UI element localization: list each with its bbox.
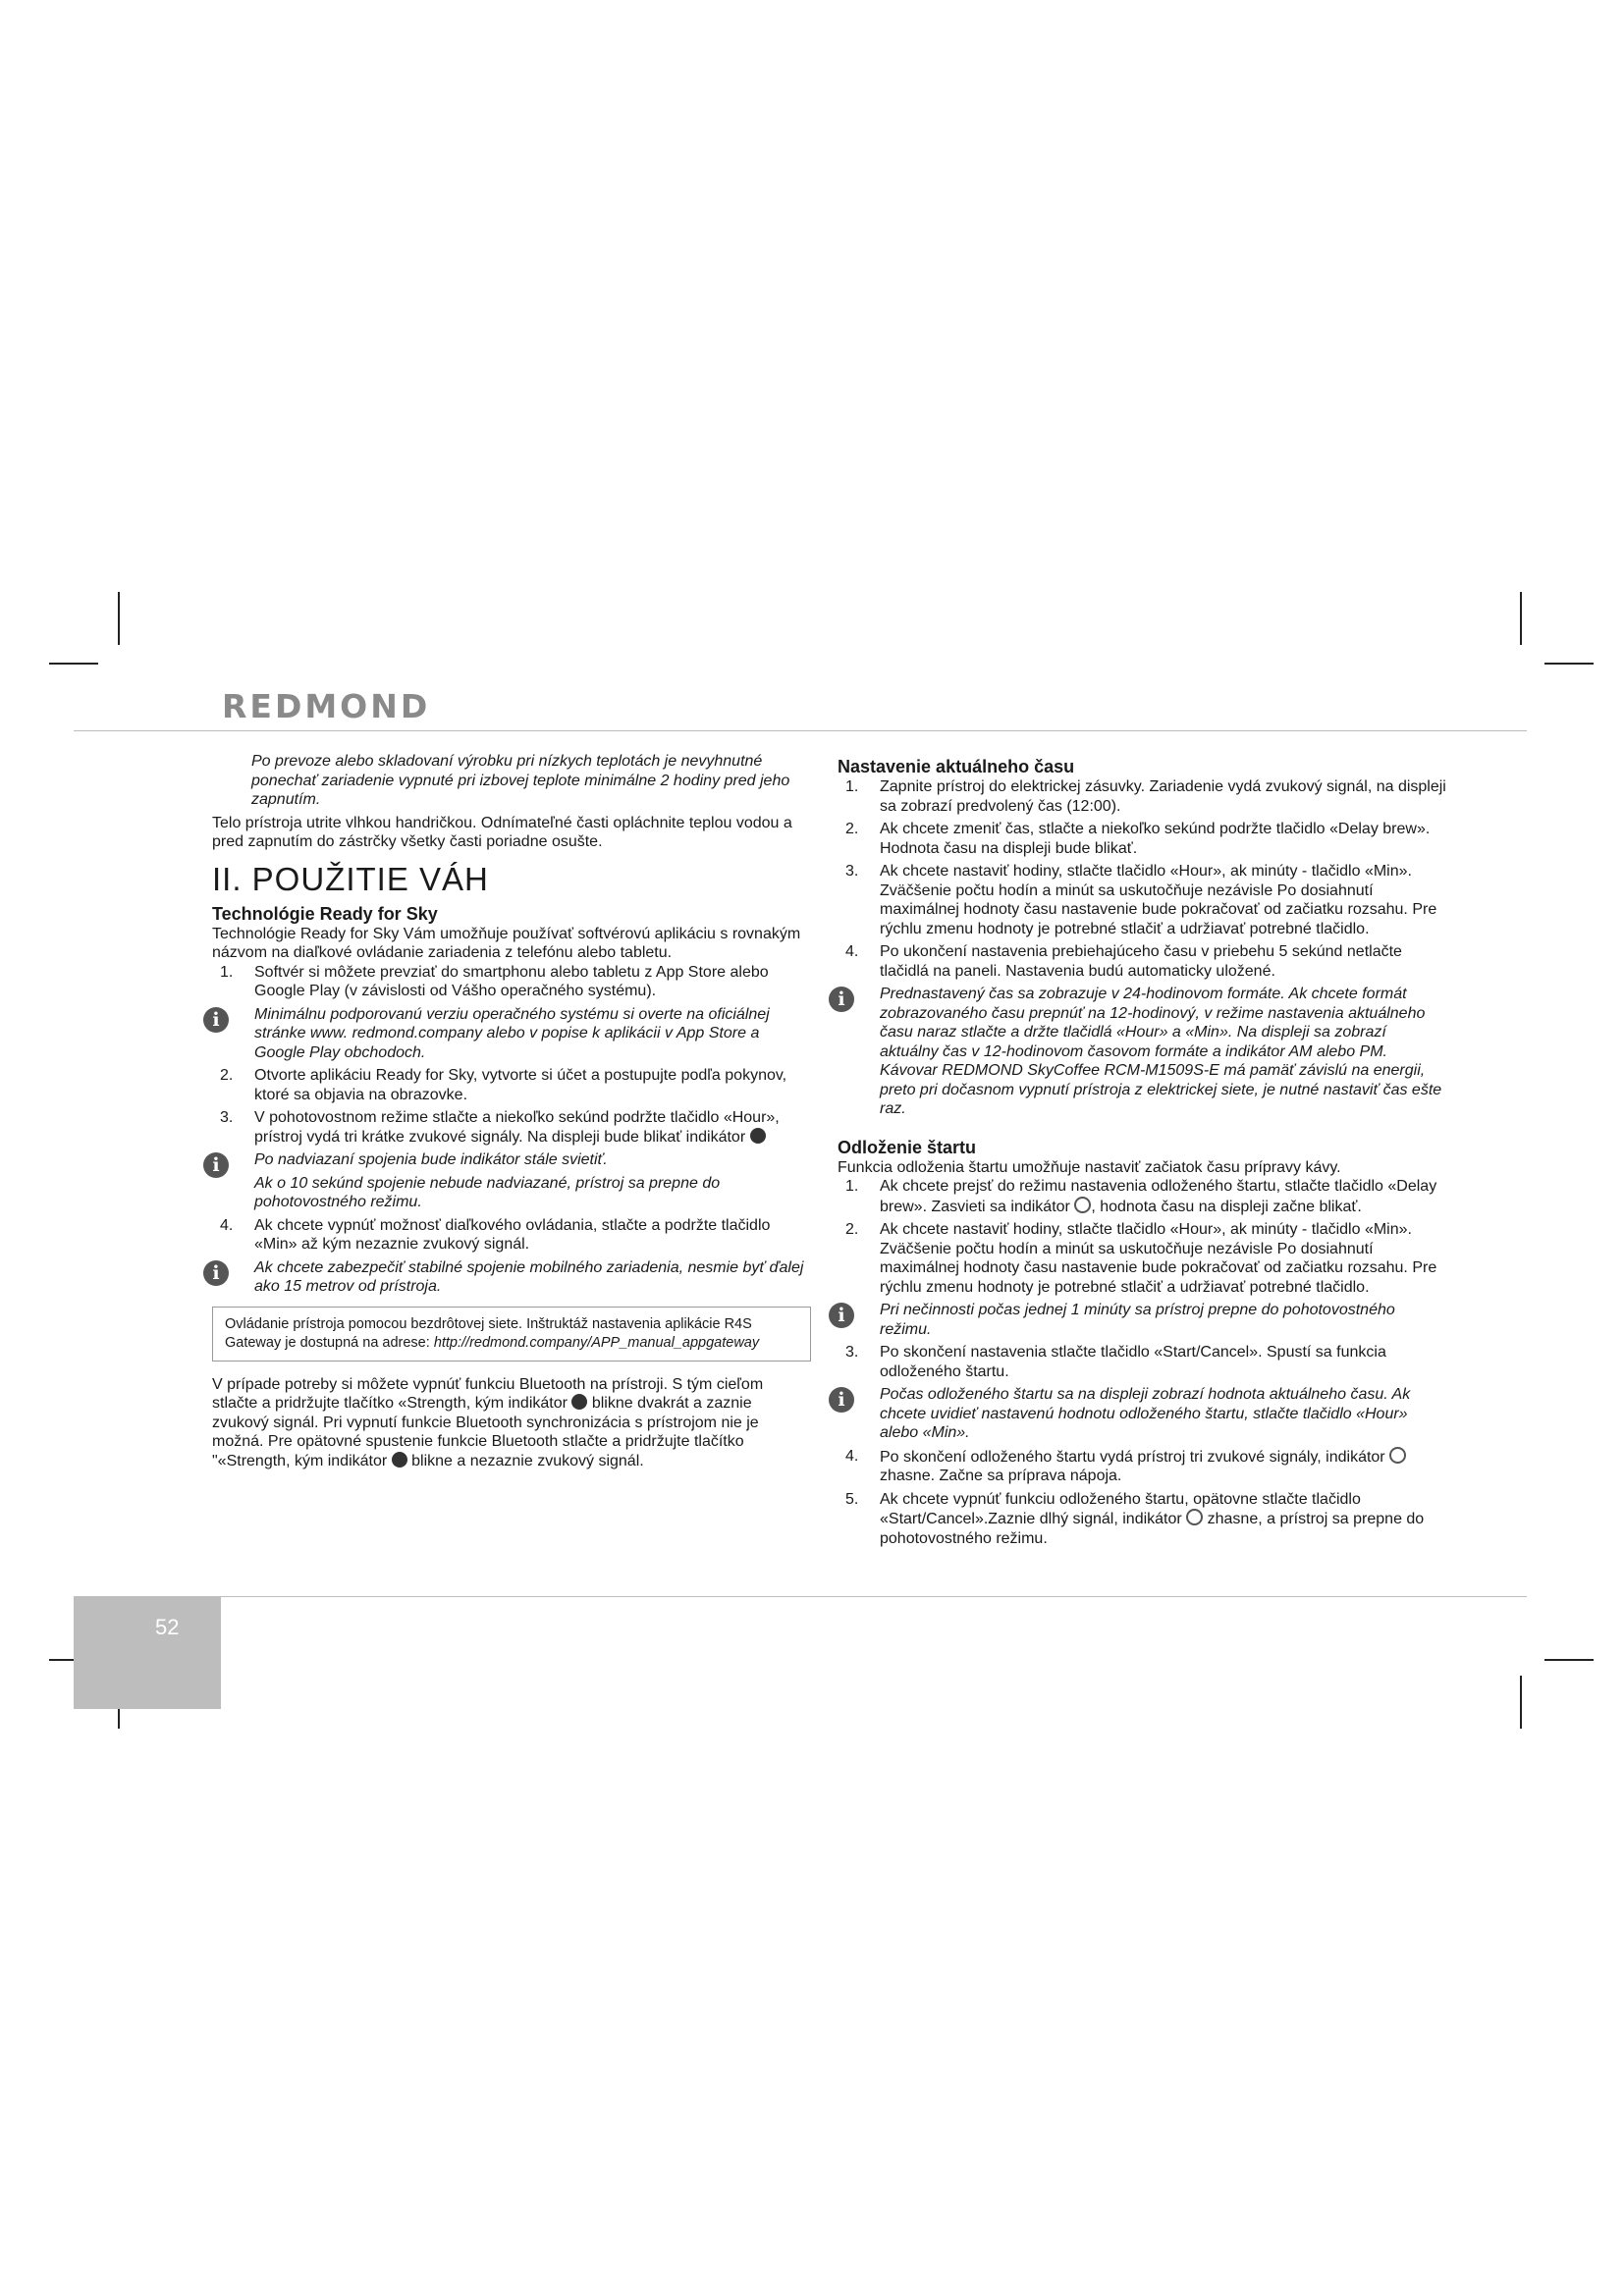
box-text: Ovládanie prístroja pomocou bezdrôtovej siete. Inštruktáž nastavenia aplikácie R4S Gateway je dostupná na adrese:: [225, 1315, 752, 1351]
info-note: [212, 1005, 811, 1063]
item-text: , hodnota času na displeji začne blikať.: [1091, 1198, 1362, 1215]
crop-mark: [118, 592, 120, 645]
note-text: Po nadviazaní spojenia bude indikátor stále svietiť.: [254, 1151, 608, 1168]
info-note: [212, 1258, 811, 1297]
list-item: [838, 820, 1446, 858]
item-text: Po skončení odloženého štartu vydá prístroj tri zvukové signály, indikátor: [880, 1448, 1385, 1466]
section-title: II. POUŽITIE VÁH: [212, 860, 489, 897]
gateway-url-link[interactable]: http://redmond.company/APP_manual_appgateway: [433, 1334, 760, 1351]
gateway-info-box: [212, 1307, 811, 1362]
crop-mark: [1520, 1676, 1522, 1729]
list-item: [838, 862, 1446, 938]
item-text: Ak chcete prejsť do režimu nastavenia odloženého štartu, stlačte tlačidlo «Delay brew». Zasvieti sa indikátor: [880, 1178, 1437, 1215]
item-number: 4.: [845, 943, 859, 960]
item-number: 4.: [220, 1216, 234, 1234]
left-column: [212, 752, 811, 1470]
ready-for-sky-heading: Technológie Ready for Sky: [212, 903, 438, 924]
info-icon: i: [829, 1387, 854, 1413]
crop-mark: [1544, 663, 1594, 665]
brand-logo: REDMOND: [222, 687, 431, 725]
crop-mark: [1544, 1659, 1594, 1661]
note-text: Kávovar REDMOND SkyCoffee RCM-M1509S-E má pamäť závislú na energii, preto pri dočasnom vypnutí prístroja z elektrickej siete, je nutné nastaviť čas ešte raz.: [880, 1062, 1442, 1117]
bluetooth-indicator-icon: [571, 1394, 587, 1410]
item-text: V pohotovostnom režime stlačte a niekoľko sekúnd podržte tlačidlo «Hour», prístroj vydá tri krátke zvukové signály. Na displeji bude blikať indikátor: [254, 1109, 780, 1146]
time-setting-heading: Nastavenie aktuálneho času: [838, 757, 1075, 776]
page-number: 52: [155, 1615, 180, 1639]
item-text: Zapnite prístroj do elektrickej zásuvky. Zariadenie vydá zvukový signál, na displeji sa zobrazí predvolený čas (12:00).: [880, 778, 1446, 815]
item-text: Ak chcete vypnúť funkciu odloženého štartu, opätovne stlačte tlačidlo «Start/Cancel».Zaznie dlhý signál, indikátor: [880, 1490, 1361, 1527]
item-number: 3.: [845, 863, 859, 880]
ready-for-sky-text: Technológie Ready for Sky Vám umožňuje používať softvérovú aplikáciu s rovnakým názvom na diaľkové ovládanie zariadenia z telefónu alebo tabletu.: [212, 925, 801, 961]
list-item: [212, 1108, 811, 1147]
list-item: [838, 1490, 1446, 1549]
item-text: Po skončení nastavenia stlačte tlačidlo «Start/Cancel». Spustí sa funkcia odloženého štartu.: [880, 1344, 1386, 1380]
item-number: 4.: [845, 1447, 859, 1465]
footer-rule: [74, 1596, 1527, 1597]
crop-mark: [49, 663, 98, 665]
bluetooth-text-c: blikne a nezaznie zvukový signál.: [411, 1452, 644, 1469]
list-item: [838, 1220, 1446, 1297]
delay-start-heading: Odloženie štartu: [838, 1137, 977, 1157]
note-text: Ak chcete zabezpečiť stabilné spojenie mobilného zariadenia, nesmie byť ďalej ako 15 metrov od prístroja.: [254, 1258, 804, 1295]
crop-mark: [1520, 592, 1522, 645]
cleaning-text: Telo prístroja utrite vlhkou handričkou. Odnímateľné časti opláchnite teplou vodou a pred zapnutím do zástrčky všetky časti poriadne osušte.: [212, 814, 792, 850]
bluetooth-text-b: blikne dvakrát a zaznie zvukový signál. Pri vypnutí funkcie Bluetooth synchronizácia s prístrojom nie je možná. Pre opätovné spustenie funkcie Bluetooth stlačte a pridržujte tlačítko "«Strength, kým indikátor: [212, 1395, 759, 1469]
list-item: [838, 1177, 1446, 1216]
item-text: zhasne, a prístroj sa prepne do pohotovostného režimu.: [880, 1511, 1425, 1547]
item-number: 2.: [845, 821, 859, 837]
info-icon: i: [203, 1007, 229, 1033]
item-text: Ak chcete nastaviť hodiny, stlačte tlačidlo «Hour», ak minúty - tlačidlo «Min». Zväčšenie počtu hodín a minút sa uskutočňuje nezávisle Po dosiahnutí maximálnej hodnoty času nastavenie bude pokračovať od začiatku rozsahu. Pre rýchlu zmenu hodnoty je potrebné stlačiť a udržiavať potrebné tlačidlo.: [880, 1221, 1437, 1296]
item-text: Ak chcete vypnúť možnosť diaľkového ovládania, stlačte a podržte tlačidlo «Min» až kým nezaznie zvukový signál.: [254, 1216, 771, 1253]
item-number: 1.: [220, 963, 234, 981]
delay-clock-icon: [1186, 1509, 1203, 1525]
item-number: 1.: [845, 1178, 859, 1195]
item-text: Otvorte aplikáciu Ready for Sky, vytvorte si účet a postupujte podľa pokynov, ktoré sa objavia na obrazovke.: [254, 1067, 787, 1103]
list-item: [838, 1343, 1446, 1381]
list-item: [212, 963, 811, 1001]
right-column: [838, 752, 1446, 1548]
note-text: Ak o 10 sekúnd spojenie nebude nadviazané, prístroj sa prepne do pohotovostného režimu.: [254, 1174, 721, 1210]
bluetooth-indicator-icon: [750, 1128, 766, 1144]
item-text: Po ukončení nastavenia prebiehajúceho času v priebehu 5 sekúnd netlačte tlačidlá na paneli. Nastavenia budú automaticky uložené.: [880, 943, 1402, 980]
list-item: [212, 1216, 811, 1255]
item-number: 3.: [220, 1109, 234, 1126]
bluetooth-text: [212, 1375, 811, 1471]
info-note-continued: [212, 1174, 811, 1212]
info-icon: i: [829, 987, 854, 1012]
list-item: [838, 777, 1446, 816]
delay-clock-icon: [1389, 1447, 1406, 1464]
item-number: 2.: [845, 1221, 859, 1238]
header-rule: [74, 730, 1527, 731]
item-number: 2.: [220, 1067, 234, 1084]
item-text: zhasne. Začne sa príprava nápoja.: [880, 1468, 1122, 1484]
transport-note: Po prevoze alebo skladovaní výrobku pri nízkych teplotách je nevyhnutné ponechať zariadenie vypnuté pri izbovej teplote minimálne 2 hodiny pred jeho zapnutím.: [251, 753, 790, 808]
info-note: [838, 1301, 1446, 1339]
list-item: [838, 942, 1446, 981]
bluetooth-indicator-icon: [392, 1452, 407, 1468]
info-icon: i: [203, 1152, 229, 1178]
bluetooth-text-a: V prípade potreby si môžete vypnúť funkciu Bluetooth na prístroji. S tým cieľom stlačte a pridržujte tlačítko «Strength, kým indikátor: [212, 1375, 764, 1412]
list-item: [838, 1447, 1446, 1486]
note-text: Počas odloženého štartu sa na displeji zobrazí hodnota aktuálneho času. Ak chcete uvidieť nastavenú hodnotu odloženého štartu, stlačte tlačidlo «Hour» alebo «Min».: [880, 1386, 1411, 1441]
delay-start-text: Funkcia odloženia štartu umožňuje nastaviť začiatok času prípravy kávy.: [838, 1158, 1341, 1176]
info-note: [838, 985, 1446, 1061]
item-text: Ak chcete nastaviť hodiny, stlačte tlačidlo «Hour», ak minúty - tlačidlo «Min». Zväčšenie počtu hodín a minút sa uskutočňuje nezávisle Po dosiahnutí maximálnej hodnoty času nastavenie bude pokračovať od začiatku rozsahu. Pre rýchlu zmenu hodnoty je potrebné stlačiť a udržiavať potrebné tlačidlo.: [880, 863, 1437, 937]
item-number: 5.: [845, 1490, 859, 1508]
item-number: 1.: [845, 778, 859, 795]
item-number: 3.: [845, 1344, 859, 1361]
info-icon: i: [829, 1303, 854, 1328]
info-note: [212, 1150, 811, 1176]
info-note: [838, 1385, 1446, 1443]
note-text: Prednastavený čas sa zobrazuje v 24-hodinovom formáte. Ak chcete formát zobrazovaného času prepnúť na 12-hodinový, v režime nastavenia aktuálneho času naraz stlačte a držte tlačidlá «Hour» a «Min». Na displeji sa zobrazí aktuálny čas v 12-hodinovom časovom formáte a indikátor AM alebo PM.: [880, 986, 1426, 1060]
page-number-box: [74, 1597, 221, 1709]
note-text: Pri nečinnosti počas jednej 1 minúty sa prístroj prepne do pohotovostného režimu.: [880, 1302, 1395, 1338]
info-note-continued: [838, 1061, 1446, 1119]
item-text: Ak chcete zmeniť čas, stlačte a niekoľko sekúnd podržte tlačidlo «Delay brew». Hodnota času na displeji bude blikať.: [880, 821, 1431, 857]
item-text: Softvér si môžete prevziať do smartphonu alebo tabletu z App Store alebo Google Play (v závislosti od Vášho operačného systému).: [254, 963, 769, 999]
note-text: Minimálnu podporovanú verziu operačného systému si overte na oficiálnej stránke www. redmond.company alebo v popise k aplikácii v App Store a Google Play obchodoch.: [254, 1005, 770, 1061]
list-item: [212, 1066, 811, 1104]
delay-clock-icon: [1074, 1197, 1091, 1213]
info-icon: i: [203, 1260, 229, 1286]
